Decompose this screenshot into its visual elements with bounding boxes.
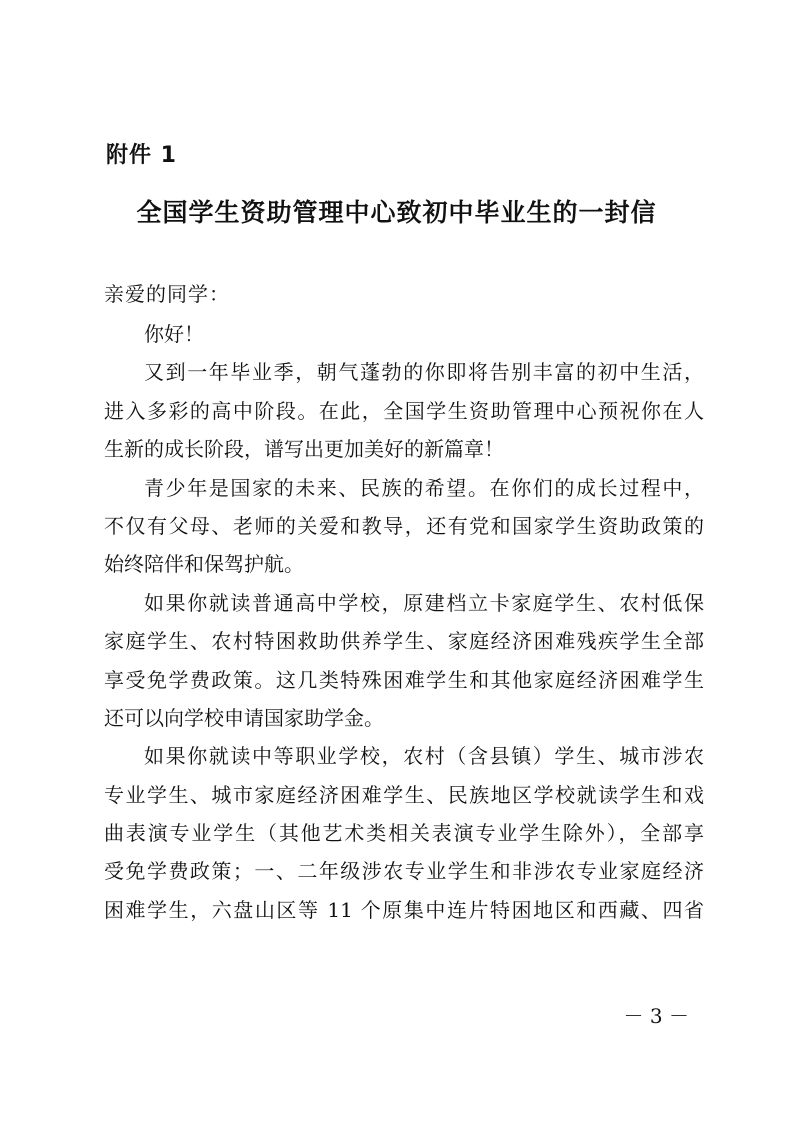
letter-body [104, 315, 704, 929]
body-line: 家庭学生、农村特困救助供养学生、家庭经济困难残疾学生全部 [104, 629, 704, 654]
body-line: 曲表演专业学生（其他艺术类相关表演专业学生除外），全部享 [104, 821, 704, 846]
body-line: 你好！ [144, 322, 204, 346]
attachment-label: 附件 1 [106, 143, 177, 168]
body-line: 受免学费政策；一、二年级涉农专业学生和非涉农专业家庭经济 [104, 859, 704, 884]
body-line: 享受免学费政策。这几类特殊困难学生和其他家庭经济困难学生 [104, 667, 704, 692]
body-line: 专业学生、城市家庭经济困难学生、民族地区学校就读学生和戏 [104, 782, 704, 807]
body-line: 始终陪伴和保驾护航。 [104, 552, 304, 577]
body-line: 生新的成长阶段，谱写出更加美好的新篇章！ [104, 437, 504, 462]
page-number: － 3 － [623, 1004, 689, 1028]
body-line: 如果你就读普通高中学校，原建档立卡家庭学生、农村低保 [144, 590, 704, 615]
body-line: 还可以向学校申请国家助学金。 [104, 705, 384, 730]
body-line: 进入多彩的高中阶段。在此，全国学生资助管理中心预祝你在人 [104, 398, 704, 423]
letter-title: 全国学生资助管理中心致初中毕业生的一封信 [136, 198, 657, 227]
salutation: 亲爱的同学： [104, 282, 230, 306]
body-line: 如果你就读中等职业学校，农村（含县镇）学生、城市涉农 [144, 744, 704, 769]
body-line: 困难学生，六盘山区等 11 个原集中连片特困地区和西藏、四省 [104, 897, 704, 922]
body-line: 又到一年毕业季，朝气蓬勃的你即将告别丰富的初中生活， [144, 360, 704, 385]
body-line: 青少年是国家的未来、民族的希望。在你们的成长过程中， [144, 475, 704, 500]
body-line: 不仅有父母、老师的关爱和教导，还有党和国家学生资助政策的 [104, 513, 704, 538]
